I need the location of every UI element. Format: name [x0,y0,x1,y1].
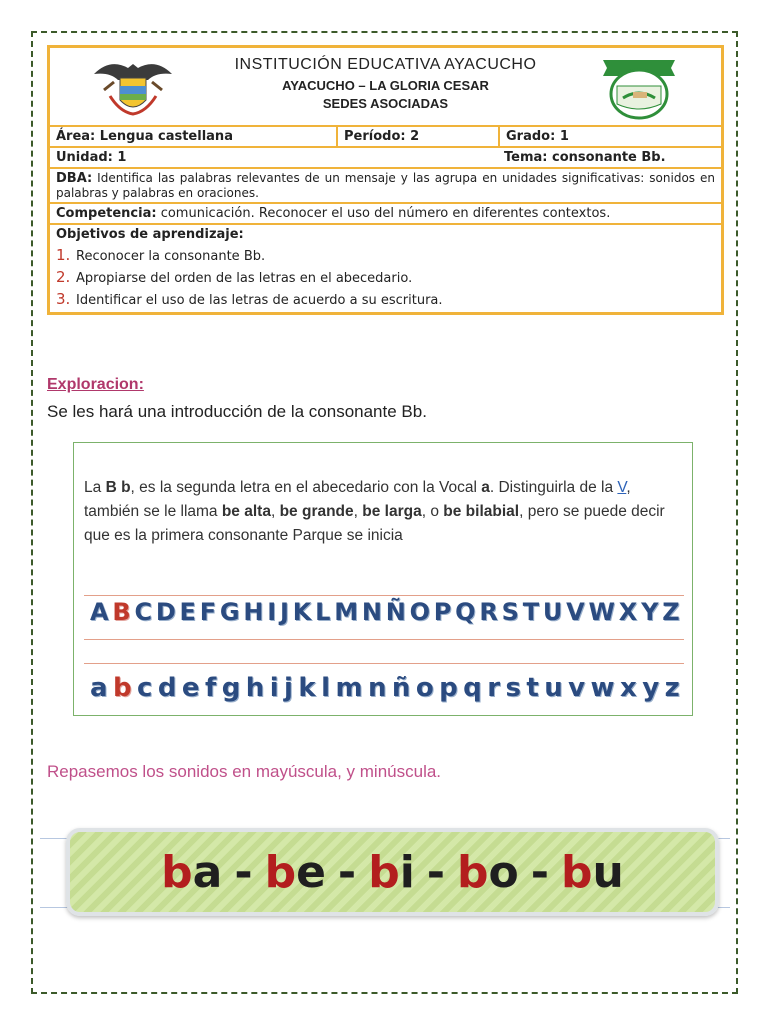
syllable-consonant: b [264,846,297,898]
syllable-vowel: o [488,846,519,898]
alphabet-letter: N [361,598,382,626]
alphabet-letter: h [245,673,265,703]
text-segment: . Distinguirla de la [489,479,618,496]
syllable [561,847,624,898]
alphabet-letter: E [179,598,196,626]
objective-item [56,246,443,264]
alphabet-letter: Y [641,598,659,626]
syllable [265,847,326,898]
alphabet-letter: M [334,598,359,626]
competencia-cell [50,204,616,223]
alphabet-letter: a [90,673,108,703]
guide-line [84,639,684,640]
lowercase-alphabet [90,673,680,703]
alphabet-letter: B [112,598,131,626]
guide-line [84,595,684,596]
competencia-text: comunicación. Reconocer el uso del número en diferentes contextos. [156,206,611,221]
text-segment: , también se le llama [84,479,631,520]
objectives-heading: Objetivos de aprendizaje: [56,227,244,242]
alphabet-letter: b [112,673,132,703]
alphabet-letter: c [137,673,153,703]
dba-label: DBA: [56,171,93,186]
colombia-crest-icon [90,52,176,118]
alphabet-letter: r [487,673,501,703]
syllable-vowel: e [296,846,326,898]
objective-number: 3. [56,290,71,308]
text-segment: , o [421,503,444,520]
alphabet-letter: y [642,673,660,703]
objective-number: 2. [56,268,71,286]
alphabet-letter: s [505,673,521,703]
alphabet-letter: K [292,598,312,626]
competencia-row [50,202,721,223]
competencia-label: Competencia: [56,206,157,221]
alphabet-letter: L [315,598,331,626]
text-segment: , pero se puede decir que es la primera consonante Parque se inicia [84,503,665,544]
alphabet-letter: e [181,673,200,703]
alphabet-letter: x [620,673,637,703]
header-table [47,45,724,315]
text-segment: , es la segunda letra en el abecedario con la Vocal [130,479,482,496]
school-logo-icon [599,52,679,122]
alphabet-letter: m [335,673,363,703]
alphabet-letter: n [367,673,387,703]
alphabet-letter: l [321,673,331,703]
alphabet-letter: U [542,598,563,626]
text-segment: , [353,503,363,520]
objective-text: Identificar el uso de las letras de acuerdo a su escritura. [76,293,443,308]
text-segment: , [270,503,280,520]
alphabet-letter: p [439,673,458,703]
unidad-cell: Unidad: 1 [56,150,127,165]
exploration-title: Exploracion: [47,376,144,393]
alphabet-letter: Z [662,598,680,626]
alphabet-letter: J [280,598,289,626]
syllable [368,847,415,898]
alphabet-letter: V [566,598,585,626]
institution-location: AYACUCHO – LA GLORIA CESAR [282,78,489,93]
exploration-intro: Se les hará una introducción de la consonante Bb. [47,402,427,421]
alphabet-letter: j [284,673,293,703]
syllable-separator: - [426,846,446,898]
review-instruction: Repasemos los sonidos en mayúscula, y minúscula. [47,762,442,781]
guide-line [84,663,684,664]
objective-text: Apropiarse del orden de las letras en el abecedario. [76,271,413,286]
alphabet-letter: S [501,598,519,626]
institution-branches: SEDES ASOCIADAS [322,96,449,111]
alphabet-letter: I [267,598,277,626]
alphabet-letter: W [588,598,615,626]
syllable-vowel: a [192,846,223,898]
alphabet-letter: t [526,673,539,703]
alphabet-letter: G [219,598,240,626]
alphabet-letter: d [157,673,177,703]
alphabet-letter: w [590,673,615,703]
term-be-bilabial: be bilabial [443,503,520,520]
objective-text: Reconocer la consonante Bb. [76,249,266,264]
syllable [161,847,222,898]
alphabet-letter: ñ [391,673,411,703]
term-be-larga: be larga [362,503,422,520]
alphabet-letter: C [134,598,153,626]
vowel-a: a [481,479,490,496]
alphabet-letter: f [204,673,217,703]
area-periodo-grado-row [50,125,721,146]
letter-bb: B b [105,479,131,496]
alphabet-letter: P [433,598,452,626]
header-title-row [50,48,721,125]
dba-text [50,169,721,202]
alphabet-letter: Ñ [385,598,406,626]
syllable-banner [66,828,719,916]
periodo-cell: Período: 2 [336,127,498,146]
dba-row [50,167,721,202]
letter-description [84,476,684,548]
letter-info-box [73,442,693,716]
area-cell: Área: Lengua castellana [56,129,233,144]
syllable-consonant: b [368,846,400,898]
alphabet-letter: Q [455,598,476,626]
alphabet-letter: u [544,673,563,703]
alphabet-letter: A [90,598,109,626]
syllable-separator: - [234,846,253,898]
alphabet-letter: o [415,673,434,703]
alphabet-letter: z [664,673,680,703]
alphabet-letter: T [522,598,540,626]
objectives-row [50,223,721,312]
grado-cell: Grado: 1 [498,127,721,146]
alphabet-letter: X [618,598,638,626]
syllable-vowel: i [399,846,415,898]
alphabet-letter: F [199,598,217,626]
alphabet-letter: R [479,598,498,626]
unidad-tema-row [50,146,721,167]
syllable-vowel: u [592,846,624,898]
alphabet-letter: v [568,673,586,703]
institution-name: INSTITUCIÓN EDUCATIVA AYACUCHO [234,56,537,73]
alphabet-letter: D [155,598,176,626]
alphabet-letter: H [243,598,264,626]
syllable [457,847,519,898]
syllable-separator: - [337,846,357,898]
term-be-grande: be grande [279,503,354,520]
syllable-consonant: b [161,846,193,898]
alphabet-letter: g [221,673,241,703]
alphabet-letter: k [298,673,316,703]
alphabet-letter: i [269,673,279,703]
objective-number: 1. [56,246,71,264]
tema-cell: Tema: consonante Bb. [504,150,666,165]
objective-item [56,290,443,308]
term-be-alta: be alta [221,503,271,520]
syllable-separator: - [530,846,550,898]
objectives-list [50,225,449,312]
dba-description: Identifica las palabras relevantes de un mensaje y las agrupa en unidades significativas: sonidos en palabras y palabras en oraciones. [56,171,715,200]
letter-v-link[interactable]: V [617,479,627,496]
uppercase-alphabet [90,598,680,626]
alphabet-letter: O [409,598,431,626]
institution-title-block [235,48,537,111]
alphabet-letter: q [463,673,482,703]
objective-item [56,268,443,286]
syllable-consonant: b [561,846,593,898]
syllable-consonant: b [457,846,489,898]
text-segment: La [84,479,106,496]
